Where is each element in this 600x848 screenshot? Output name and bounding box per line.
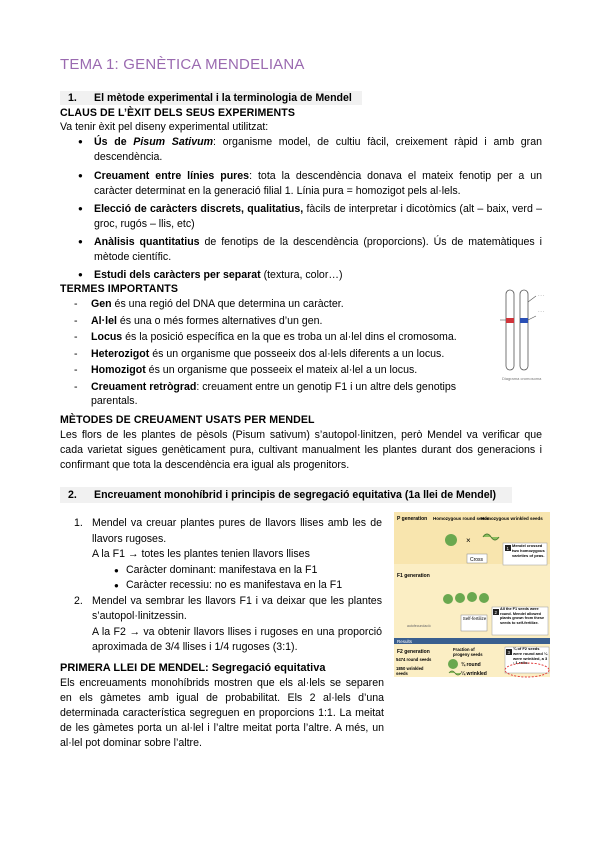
llei-text: Els encreuaments monohíbrids mostren que els al·lels se separen en els gàmetes amb igual de probabilitat. Els 2 al·lels d’una determinada característica segreguen en proporcions 1:1. La meitat de les gàmetes porta un al·lel i l’altre meitat porta l’altre. A més, un al·lel pot dominar sobre l’altre. — [60, 677, 384, 749]
note-1-text: Mendel crossed two homozygous varieties of peas. — [512, 543, 545, 558]
term: Gen — [91, 298, 112, 310]
term: Locus — [91, 331, 123, 343]
claus-heading: CLAUS DE L’ÈXIT DELS SEUS EXPERIMENTS — [60, 107, 296, 119]
term: Homozigot — [91, 364, 146, 376]
term: Estudi dels caràcters per separat — [94, 269, 261, 281]
round-count: 5474 round seeds — [396, 657, 432, 662]
definition: : creuament entre un genotip F1 i un altre dels genotips parentals. — [91, 380, 457, 407]
term: Creuament retrògrad — [91, 380, 197, 393]
page-title: TEMA 1: GENÈTICA MENDELIANA — [60, 56, 305, 73]
round-pea-icon — [445, 534, 457, 546]
term: Heterozigot — [91, 347, 150, 360]
term: Anàlisis quantitatius — [94, 236, 200, 248]
term-species: Pisum Sativum — [133, 136, 213, 148]
allele-band-blue — [520, 318, 528, 323]
list-item — [60, 314, 500, 329]
section-number: 1. — [68, 92, 77, 104]
allele-band-red — [506, 318, 514, 323]
claus-list — [60, 135, 542, 283]
section-2-heading — [60, 487, 512, 503]
term: Ús de — [94, 136, 134, 148]
f2-generation-label: F2 generation — [397, 649, 430, 655]
definition: és la posició específica en la que es troba un al·lel dins el cromosoma. — [122, 331, 457, 343]
mendel-figure — [393, 511, 553, 681]
step-1 — [74, 516, 382, 563]
fraction-wrinkled: ¼ wrinkled — [461, 671, 487, 677]
termes-list — [60, 297, 500, 409]
list-item — [60, 135, 542, 164]
step-result: A la F1 → totes les plantes tenien llavors llises — [92, 548, 310, 560]
step-number: 2. — [74, 594, 83, 607]
definition: (textura, color…) — [260, 269, 343, 281]
list-item — [60, 169, 542, 198]
llei-heading: PRIMERA LLEI DE MENDEL: Segregació equitativa — [60, 662, 326, 674]
p-generation-label: P generation — [397, 516, 428, 522]
svg-text:- - -: - - - — [538, 308, 545, 313]
pea-icon — [443, 594, 453, 604]
steps-list — [74, 516, 382, 656]
cross-label: Cross — [470, 557, 484, 563]
list-item — [60, 330, 500, 345]
step-text: Mendel va creuar plantes pures de llavors llises amb les de llavors rugoses. — [92, 517, 382, 545]
list-item — [60, 347, 500, 362]
pea-icon — [479, 593, 489, 603]
step-2 — [74, 594, 382, 656]
chromosome-diagram — [494, 282, 564, 384]
definition: és un organisme que posseeix el mateix al·lel a un locus. — [145, 364, 418, 376]
section-1-heading — [60, 91, 362, 105]
definition: és una regió del DNA que determina un caràcter. — [111, 298, 344, 310]
chromosome-left — [506, 290, 514, 370]
list-item — [60, 268, 542, 283]
fraction-round: ¾ round — [461, 662, 481, 668]
pea-icon — [448, 659, 458, 669]
list-item: ● Caràcter recessiu: no es manifestava en la F1 — [74, 578, 382, 594]
step-number: 1. — [74, 517, 83, 529]
note-3-text: ¾ of F2 seeds were round and ¼ were wrinkled, a 3 : 1 ratio. — [513, 647, 548, 666]
definition: de fenotips de la descendència (proporcions). Ús de matemàtiques i mètode científic. — [94, 236, 542, 263]
pea-icon — [467, 592, 477, 602]
list-item: ● Caràcter dominant: manifestava en la F1 — [74, 563, 382, 579]
self-fertilize-note: autofecundació — [407, 624, 431, 628]
svg-text:- - -: - - - — [538, 292, 545, 297]
list-item — [60, 235, 542, 264]
pea-icon — [455, 593, 465, 603]
list-item — [60, 363, 500, 378]
homozygous-wrinkled-label: Homozygous wrinkled seeds — [481, 516, 543, 521]
wrinkled-count: 1850 wrinkled seeds — [396, 666, 424, 676]
termes-heading: TERMES IMPORTANTS — [60, 283, 179, 295]
homozygous-round-label: Homozygous round seeds — [433, 516, 490, 521]
cross-symbol: × — [466, 536, 471, 545]
f1-generation-label: F1 generation — [397, 573, 430, 579]
term: Al·lel — [91, 314, 117, 327]
definition: és un organisme que posseeix dos al·lels diferents a un locus. — [149, 347, 445, 360]
note-2-text: All the F1 seeds were round. Mendel allowed plants grown from these seeds to self-fertilize. — [500, 607, 545, 625]
definition: és una o més formes alternatives d’un gen. — [116, 314, 323, 327]
list-item — [60, 380, 471, 409]
fraction-label: Fraction of progeny seeds — [453, 647, 483, 657]
definition: : tota la descendència donava el mateix fenotip per a un caràcter determinat en la generació filial 1. Línia pura = homozigot pels al·lels. — [94, 170, 542, 197]
term: Creuament entre línies pures — [94, 170, 250, 182]
definition: fàcils de interpretar i dicotòmics (alt – baix, verd – groc, rugós – llis, etc) — [94, 203, 543, 230]
note-1-number: 1 — [506, 546, 510, 551]
self-fertilize-label: Self-fertilize — [462, 616, 487, 621]
definition: : organisme model, de cultiu fàcil, creixement ràpid i amb gran descendència. — [94, 136, 542, 163]
term: Elecció de caràcters discrets, qualitatius, — [94, 203, 304, 215]
step-text: Mendel va sembrar les llavors F1 i va deixar que les plantes s’autopol·linitzessin. — [92, 594, 382, 622]
list-item — [60, 297, 500, 312]
step-result: A la F2 → va obtenir llavors llises i rugoses en una proporció aproximada de 3/4 llises i 1/4 rugoses (3:1). — [92, 625, 382, 653]
metodes-heading: MÈTODES DE CREUAMENT USATS PER MENDEL — [60, 414, 315, 426]
list-item — [60, 202, 542, 231]
note-2-number: 2 — [494, 610, 498, 615]
note-3-number: 3 — [507, 650, 511, 655]
section-title: El mètode experimental i la terminologia de Mendel — [94, 92, 352, 104]
llei-paragraph — [60, 676, 384, 749]
chromosome-right — [520, 290, 528, 370]
section-number: 2. — [68, 489, 77, 501]
metodes-paragraph: Les flors de les plantes de pèsols (Pisum sativum) s’autopol·linitzen, però Mendel va verificar que cada varietat sigues genèticament pura, cultivant manualment les plantes durant dos generacions i confirmant que tota la descendència era igual als progenitors. — [60, 429, 542, 471]
chromosome-caption: Diagrama cromosoma — [502, 376, 542, 381]
section-title: Encreuament monohíbrid i principis de segregació equitativa (1a llei de Mendel) — [94, 489, 497, 501]
results-label: Results — [397, 639, 413, 644]
claus-intro: Va tenir èxit pel diseny experimental utilitzat: — [60, 121, 269, 133]
